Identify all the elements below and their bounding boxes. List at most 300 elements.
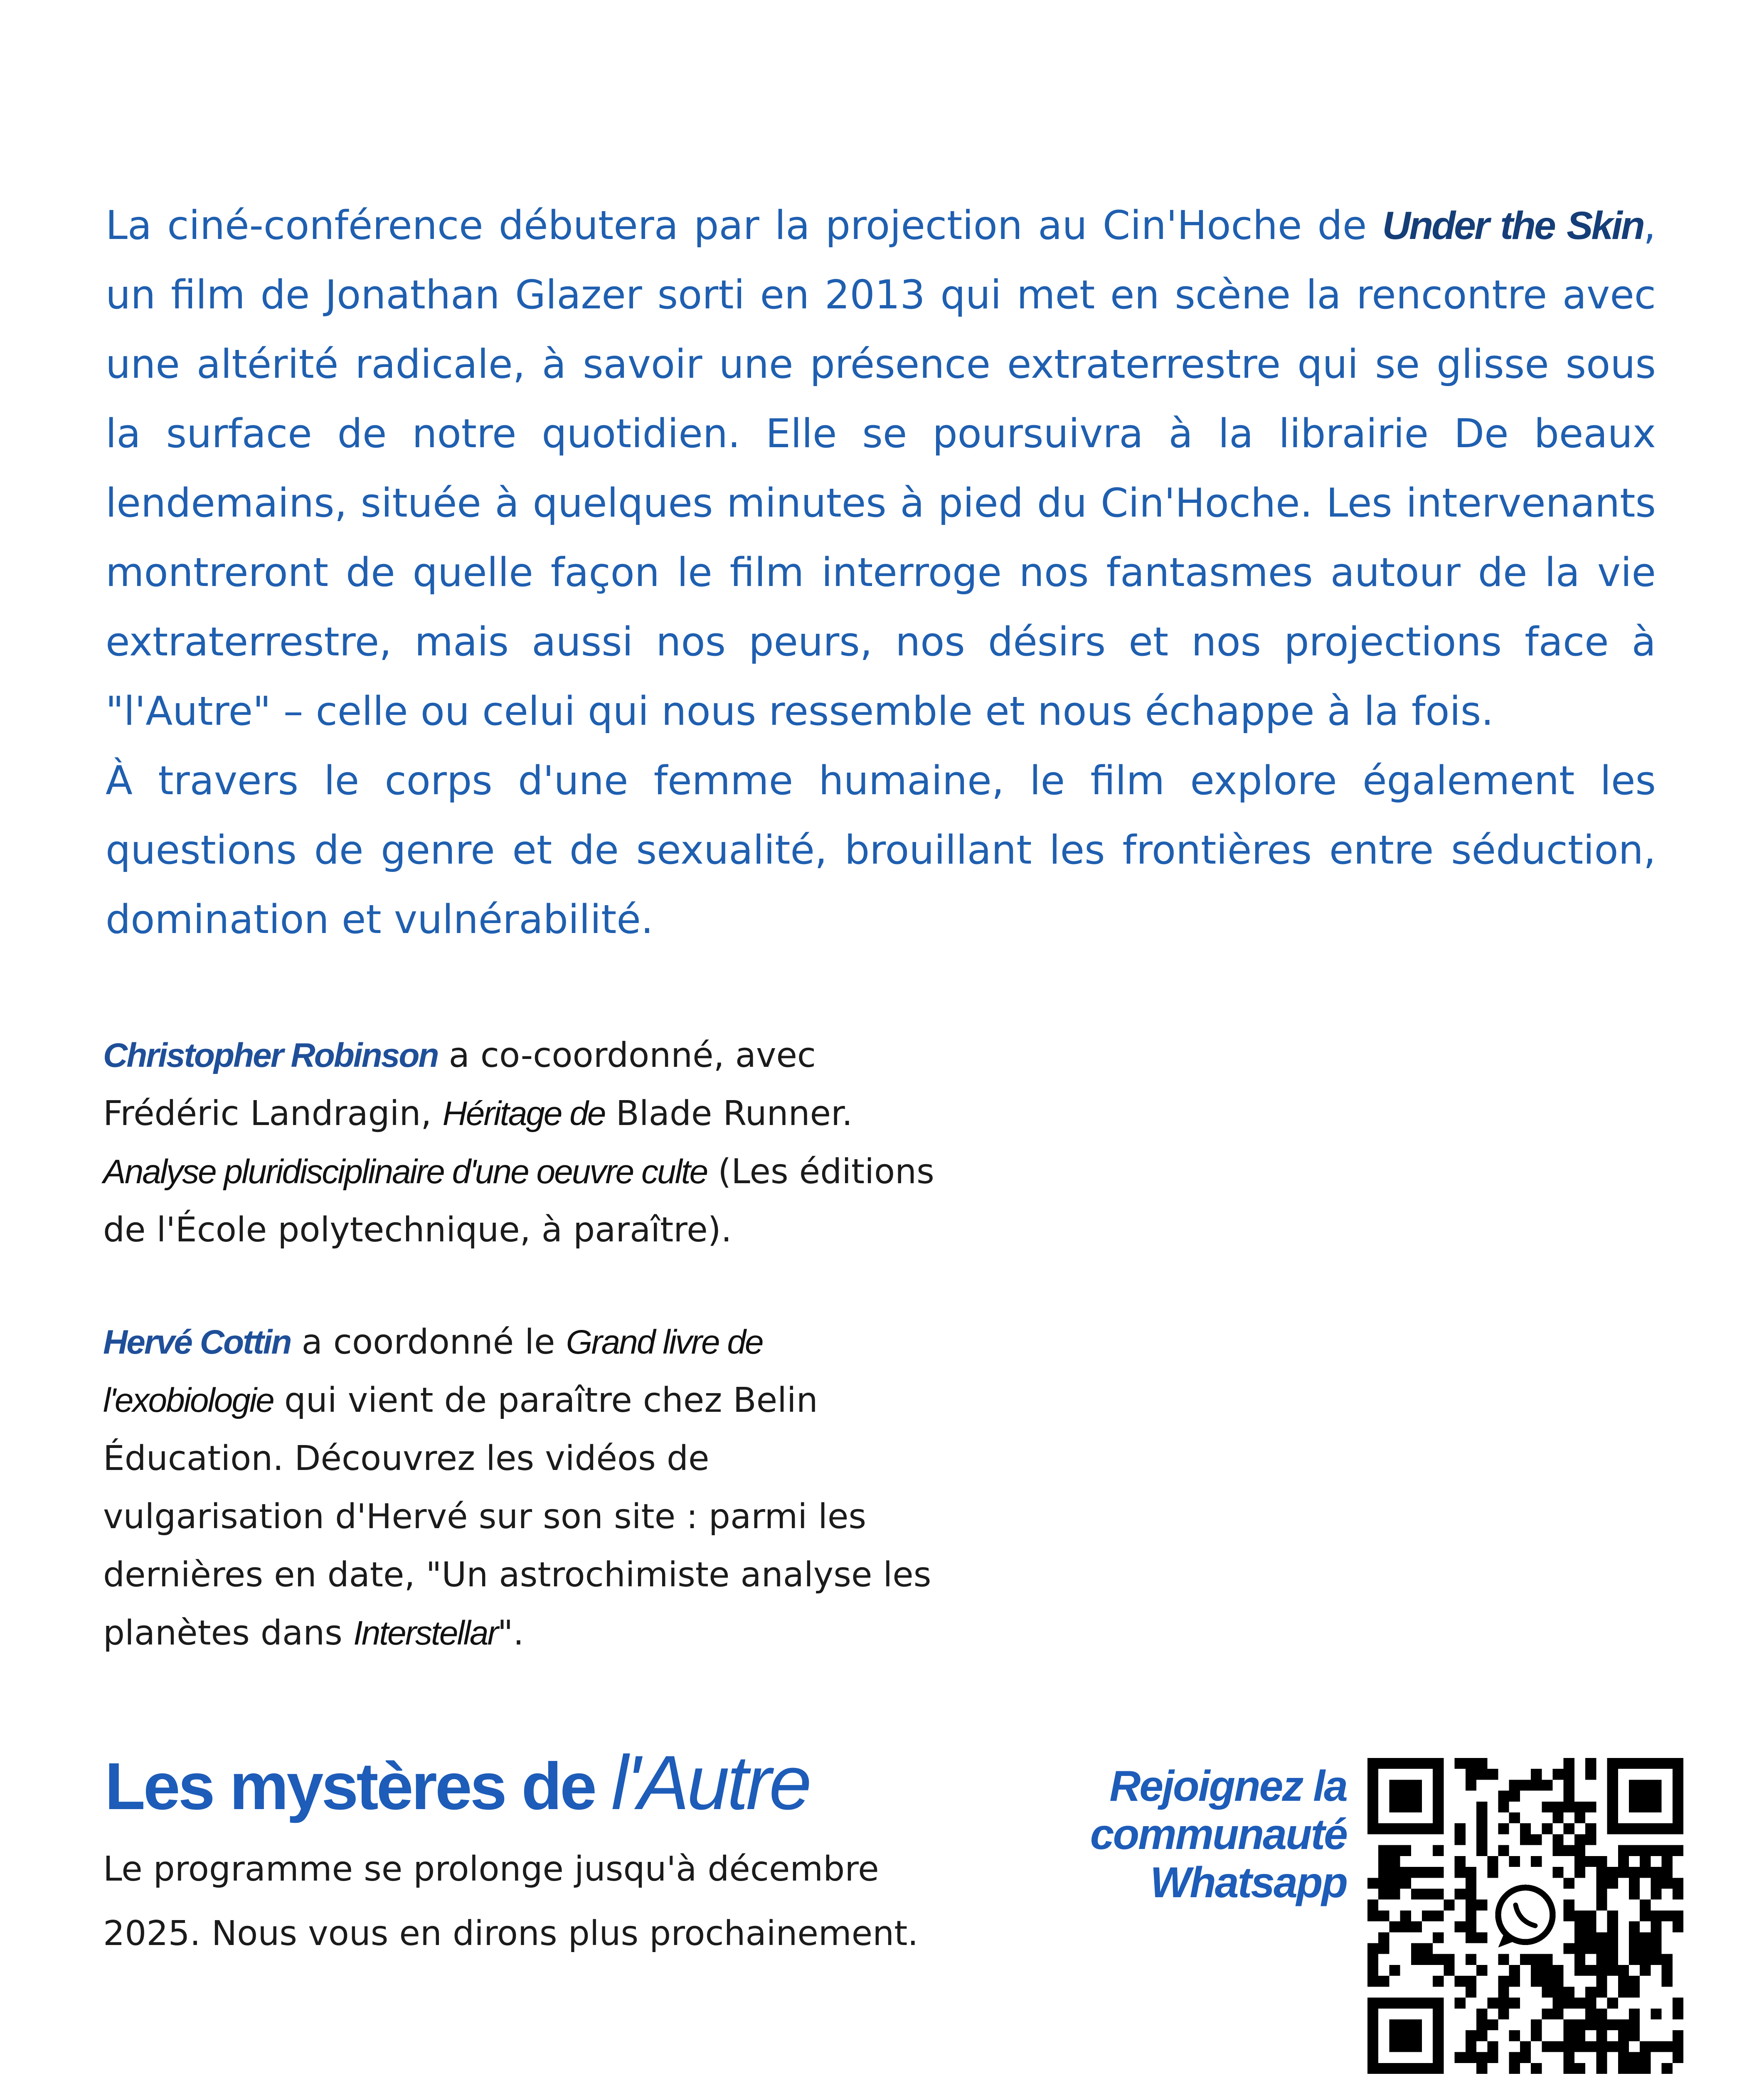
qr-module (1542, 1965, 1552, 1976)
qr-module (1411, 1921, 1422, 1932)
qr-module (1629, 2030, 1640, 2041)
qr-module (1574, 1845, 1585, 1856)
qr-module (1520, 1780, 1531, 1790)
qr-module (1564, 1878, 1574, 1888)
qr-module (1389, 1921, 1400, 1932)
qr-module (1574, 1954, 1585, 1965)
qr-module (1498, 1998, 1509, 2009)
bio-name-cottin: Hervé Cottin (103, 1323, 291, 1361)
bio-robinson-book-1: Héritage de (442, 1095, 605, 1133)
qr-module (1487, 1769, 1498, 1780)
qr-module (1487, 1998, 1498, 2009)
qr-module (1509, 2030, 1520, 2041)
qr-module (1574, 2041, 1585, 2052)
qr-module (1422, 1911, 1433, 1921)
qr-module (1498, 1823, 1509, 1834)
bio-cottin-text-1: a coordonné le (291, 1322, 566, 1362)
qr-module (1640, 2041, 1651, 2052)
qr-module (1542, 1976, 1552, 1987)
qr-module (1411, 1888, 1422, 1899)
qr-module (1476, 1900, 1487, 1911)
qr-module (1640, 1943, 1651, 1954)
qr-module (1378, 1845, 1389, 1856)
qr-module (1378, 1943, 1389, 1954)
qr-module (1596, 1867, 1607, 1878)
qr-module (1476, 1769, 1487, 1780)
qr-module (1585, 1834, 1596, 1845)
qr-module (1640, 2063, 1651, 2074)
qr-module (1574, 2030, 1585, 2041)
qr-module (1444, 1965, 1454, 1976)
qr-module (1389, 1965, 1400, 1976)
qr-finder-bottom-left (1367, 1998, 1444, 2074)
qr-module (1585, 1965, 1596, 1976)
qr-module (1411, 1954, 1422, 1965)
qr-module (1618, 2019, 1629, 2030)
qr-module (1367, 1976, 1378, 1987)
qr-module (1520, 1834, 1531, 1845)
qr-module (1640, 1867, 1651, 1878)
qr-module (1476, 1965, 1487, 1976)
qr-module (1553, 2041, 1564, 2052)
qr-module (1520, 1954, 1531, 1965)
qr-module (1466, 2030, 1476, 2041)
qr-module (1476, 1823, 1487, 1834)
qr-module (1531, 1976, 1542, 1987)
qr-module (1367, 1943, 1378, 1954)
qr-module (1596, 1987, 1607, 1997)
qr-module (1662, 1954, 1673, 1965)
qr-module (1389, 1878, 1400, 1888)
qr-module (1422, 1888, 1433, 1899)
qr-module (1574, 1911, 1585, 1921)
qr-module (1542, 1954, 1552, 1965)
qr-module (1596, 1856, 1607, 1867)
qr-module (1498, 1987, 1509, 1997)
qr-module (1618, 1976, 1629, 1987)
qr-module (1596, 1954, 1607, 1965)
qr-module (1574, 1921, 1585, 1932)
qr-module (1466, 1932, 1476, 1943)
qr-module (1651, 1878, 1661, 1888)
qr-module (1673, 2030, 1683, 2041)
qr-module (1585, 2019, 1596, 2030)
qr-module (1651, 1867, 1661, 1878)
qr-module (1564, 1943, 1574, 1954)
qr-module (1367, 1911, 1378, 1921)
qr-module (1629, 1845, 1640, 1856)
qr-module (1596, 1965, 1607, 1976)
qr-module (1433, 1867, 1444, 1878)
qr-module (1574, 1965, 1585, 1976)
qr-module (1433, 1954, 1444, 1965)
qr-module (1476, 2009, 1487, 2019)
qr-finder-top-right (1607, 1758, 1683, 1834)
qr-module (1553, 1769, 1564, 1780)
qr-module (1509, 1998, 1520, 2009)
qr-module (1585, 1758, 1596, 1769)
qr-module (1531, 1965, 1542, 1976)
qr-module (1673, 1888, 1683, 1899)
bio-robinson (103, 1027, 934, 1259)
qr-module (1629, 2052, 1640, 2063)
qr-module (1498, 1802, 1509, 1812)
qr-module (1629, 1954, 1640, 1965)
qr-module (1455, 1823, 1466, 1834)
qr-module (1378, 1932, 1389, 1943)
qr-module (1564, 1900, 1574, 1911)
qr-module (1662, 1878, 1673, 1888)
qr-module (1673, 1921, 1683, 1932)
qr-module (1466, 1769, 1476, 1780)
bio-robinson-text-3: (Les éditions de l'École polytechnique, à paraître). (103, 1152, 934, 1250)
qr-module (1596, 2041, 1607, 2052)
intro-text-rest: , un film de Jonathan Glazer sorti en 2013 qui met en scène la rencontre avec une altérité radicale, à savoir une présence extraterrestre qui se glisse sous la surface de notre quotidien. Elle se poursuivra à la librairie De beaux lendemains, située à quelques minutes à pied du Cin'Hoche. Les intervenants montreront de quelle façon le film interroge nos fantasmes autour de la vie extraterrestre, mais aussi nos peurs, nos désirs et nos projections face à "l'Autre" – celle ou celui qui nous ressemble et nous échappe à la fois. (106, 203, 1656, 734)
qr-module (1542, 1780, 1552, 1790)
qr-module (1455, 2052, 1466, 2063)
qr-module (1596, 2019, 1607, 2030)
bio-robinson-book-2: Analyse pluridisciplinaire d'une oeuvre culte (103, 1153, 707, 1191)
qr-module (1662, 1976, 1673, 1987)
qr-module (1466, 2052, 1476, 2063)
qr-module (1553, 1867, 1564, 1878)
qr-module (1585, 1943, 1596, 1954)
qr-module (1596, 2030, 1607, 2041)
qr-module (1607, 1998, 1618, 2009)
qr-module (1509, 1791, 1520, 1802)
intro-paragraph-1 (106, 191, 1656, 746)
qr-module (1585, 1823, 1596, 1834)
qr-module (1411, 1867, 1422, 1878)
qr-module (1596, 1943, 1607, 1954)
qr-module (1629, 1888, 1640, 1899)
qr-module (1389, 1845, 1400, 1856)
qr-module (1607, 1867, 1618, 1878)
qr-module (1389, 1867, 1400, 1878)
qr-module (1498, 1976, 1509, 1987)
qr-module (1542, 1802, 1552, 1812)
qr-module (1640, 1845, 1651, 1856)
qr-module (1422, 1867, 1433, 1878)
qr-module (1596, 1900, 1607, 1911)
qr-module (1673, 2052, 1683, 2063)
qr-module (1607, 1921, 1618, 1932)
qr-module (1367, 1878, 1378, 1888)
qr-module (1662, 1965, 1673, 1976)
qr-module (1509, 1812, 1520, 1823)
qr-module (1585, 1932, 1596, 1943)
whatsapp-label-line-1: Rejoignez la (1109, 1762, 1347, 1810)
qr-module (1629, 1932, 1640, 1943)
qr-module (1531, 1954, 1542, 1965)
qr-module (1618, 2052, 1629, 2063)
qr-module (1673, 2041, 1683, 2052)
qr-module (1498, 2009, 1509, 2019)
qr-module (1564, 2052, 1574, 2063)
qr-module (1378, 1878, 1389, 1888)
qr-module (1662, 2041, 1673, 2052)
qr-module (1476, 1932, 1487, 1943)
qr-module (1509, 1780, 1520, 1790)
qr-module (1553, 1998, 1564, 2009)
qr-module (1585, 1921, 1596, 1932)
qr-module (1553, 1834, 1564, 1845)
qr-module (1618, 1987, 1629, 1997)
qr-module (1673, 1878, 1683, 1888)
film-title-under-the-skin: Under the Skin (1382, 204, 1643, 248)
qr-module (1574, 1867, 1585, 1878)
whatsapp-label (1081, 1762, 1347, 1907)
qr-module (1476, 1758, 1487, 1769)
qr-module (1564, 1987, 1574, 1997)
qr-module (1629, 1867, 1640, 1878)
qr-module (1422, 1943, 1433, 1954)
qr-module (1444, 1954, 1454, 1965)
qr-module (1564, 1791, 1574, 1802)
qr-module (1531, 1834, 1542, 1845)
qr-module (1378, 1976, 1389, 1987)
qr-module (1564, 2030, 1574, 2041)
qr-module (1640, 1954, 1651, 1965)
qr-module (1553, 2009, 1564, 2019)
qr-module (1542, 1823, 1552, 1834)
qr-module (1509, 1976, 1520, 1987)
qr-module (1553, 1965, 1564, 1976)
qr-module (1378, 1888, 1389, 1899)
qr-module (1629, 1943, 1640, 1954)
qr-module (1367, 1900, 1378, 1911)
qr-module (1466, 1954, 1476, 1965)
qr-module (1629, 2009, 1640, 2019)
qr-module (1542, 2041, 1552, 2052)
qr-module (1400, 1911, 1411, 1921)
qr-module (1564, 2063, 1574, 2074)
whatsapp-label-line-3: Whatsapp (1150, 1859, 1347, 1907)
qr-module (1378, 1856, 1389, 1867)
intro-text-start: La ciné-conférence débutera par la projection au Cin'Hoche de (106, 203, 1382, 249)
qr-module (1433, 1911, 1444, 1921)
qr-module (1466, 1987, 1476, 1997)
bio-robinson-text-2: Blade Runner. (605, 1094, 853, 1133)
qr-module (1378, 1867, 1389, 1878)
bio-cottin-book: Grand livre de l'exobiologie (103, 1323, 763, 1419)
qr-module (1476, 1812, 1487, 1823)
qr-module (1618, 2030, 1629, 2041)
qr-module (1476, 1845, 1487, 1856)
qr-module (1596, 2009, 1607, 2019)
bio-robinson-text-1: a co-coordonné, avec Frédéric Landragin, (103, 1036, 816, 1133)
qr-module (1651, 2009, 1661, 2019)
qr-module (1433, 1932, 1444, 1943)
qr-module (1498, 1791, 1509, 1802)
qr-module (1400, 1878, 1411, 1888)
qr-module (1476, 2030, 1487, 2041)
qr-module (1487, 1867, 1498, 1878)
qr-finder-top-left (1367, 1758, 1444, 1834)
whatsapp-label-line-2: communauté (1090, 1810, 1347, 1859)
qr-module (1618, 1965, 1629, 1976)
qr-module (1455, 1834, 1466, 1845)
qr-module (1629, 2063, 1640, 2074)
qr-module (1367, 1965, 1378, 1976)
qr-module (1564, 2019, 1574, 2030)
qr-module (1455, 1888, 1466, 1899)
qr-module (1466, 2041, 1476, 2052)
qr-module (1574, 2019, 1585, 2030)
qr-module (1466, 1911, 1476, 1921)
qr-module (1476, 2063, 1487, 2074)
program-title (105, 1741, 809, 1828)
qr-module (1574, 1932, 1585, 1943)
bio-cottin-text-2: qui vient de paraître chez Belin Éducation. Découvrez les vidéos de vulgarisation d'Hervé sur son site : parmi les dernières en date, "Un astrochimiste analyse les planètes dans (103, 1381, 931, 1653)
qr-module (1487, 2052, 1498, 2063)
qr-module (1585, 1769, 1596, 1780)
qr-module (1466, 1758, 1476, 1769)
qr-module (1389, 1888, 1400, 1899)
qr-module (1553, 1802, 1564, 1812)
qr-module (1585, 1802, 1596, 1812)
qr-module (1498, 1845, 1509, 1856)
qr-module (1564, 1758, 1574, 1769)
qr-module (1629, 1987, 1640, 1997)
qr-module (1466, 1921, 1476, 1932)
qr-module (1531, 2030, 1542, 2041)
bio-cottin-film: Interstellar (353, 1614, 498, 1652)
qr-module (1455, 1998, 1466, 2009)
qr-module (1673, 1845, 1683, 1856)
bio-name-robinson: Christopher Robinson (103, 1037, 438, 1074)
qr-module (1564, 1911, 1574, 1921)
qr-module (1455, 1921, 1466, 1932)
qr-module (1574, 1802, 1585, 1812)
qr-module (1564, 1823, 1574, 1834)
qr-module (1574, 2063, 1585, 2074)
qr-module (1553, 1976, 1564, 1987)
qr-module (1509, 1965, 1520, 1976)
qr-module (1466, 1976, 1476, 1987)
qr-module (1673, 1911, 1683, 1921)
qr-module (1553, 1987, 1564, 1997)
qr-module (1564, 2041, 1574, 2052)
qr-module (1531, 1856, 1542, 1867)
qr-module (1640, 2052, 1651, 2063)
qr-module (1673, 2009, 1683, 2019)
qr-module (1400, 1845, 1411, 1856)
qr-module (1433, 1976, 1444, 1987)
qr-module (1662, 2063, 1673, 2074)
qr-module (1531, 2019, 1542, 2030)
qr-module (1651, 1932, 1661, 1943)
qr-module (1422, 1954, 1433, 1965)
qr-module (1651, 1954, 1661, 1965)
qr-module (1520, 1823, 1531, 1834)
qr-module (1651, 1921, 1661, 1932)
qr-module (1466, 1867, 1476, 1878)
qr-module (1574, 1998, 1585, 2009)
qr-module (1640, 1911, 1651, 1921)
qr-module (1640, 1900, 1651, 1911)
bio-cottin (103, 1313, 934, 1662)
qr-module (1585, 2009, 1596, 2019)
qr-module (1466, 1780, 1476, 1790)
qr-module (1596, 1878, 1607, 1888)
qr-module (1564, 1769, 1574, 1780)
qr-module (1629, 2019, 1640, 2030)
qr-module (1596, 1976, 1607, 1987)
qr-module (1585, 1856, 1596, 1867)
qr-module (1542, 1987, 1552, 1997)
qr-module (1433, 1845, 1444, 1856)
qr-module (1574, 1812, 1585, 1823)
qr-module (1673, 1998, 1683, 2009)
qr-module (1607, 2041, 1618, 2052)
qr-module (1531, 1780, 1542, 1790)
qr-module (1618, 1845, 1629, 1856)
qr-module (1378, 1911, 1389, 1921)
qr-module (1662, 1856, 1673, 1867)
qr-module (1564, 1998, 1574, 2009)
qr-module (1585, 1987, 1596, 1997)
qr-module (1607, 1878, 1618, 1888)
qr-module (1520, 2041, 1531, 2052)
qr-module (1367, 1954, 1378, 1965)
bio-cottin-text-3: ". (497, 1613, 524, 1653)
qr-module (1400, 1921, 1411, 1932)
qr-module (1466, 1900, 1476, 1911)
qr-module (1607, 1954, 1618, 1965)
intro-paragraph-2: À travers le corps d'une femme humaine, le film explore également les questions de genre et de sexualité, brouillant les frontières entre séduction, domination et vulnérabilité. (106, 758, 1656, 943)
qr-module (1629, 1878, 1640, 1888)
qr-code[interactable] (1367, 1758, 1683, 2074)
qr-module (1509, 1856, 1520, 1867)
qr-module (1651, 1845, 1661, 1856)
qr-module (1553, 1812, 1564, 1823)
qr-module (1564, 1780, 1574, 1790)
program-title-accent: l'Autre (611, 1740, 810, 1826)
qr-module (1662, 1911, 1673, 1921)
qr-module (1651, 1943, 1661, 1954)
program-text: Le programme se prolonge jusqu'à décembre 2025. Nous vous en dirons plus prochainement. (103, 1849, 919, 1953)
qr-module (1455, 1976, 1466, 1987)
qr-module (1596, 2063, 1607, 2074)
qr-module (1531, 1769, 1542, 1780)
qr-module (1640, 1932, 1651, 1943)
qr-module (1596, 2052, 1607, 2063)
qr-module (1455, 1856, 1466, 1867)
qr-module (1411, 1943, 1422, 1954)
qr-module (1520, 2052, 1531, 2063)
qr-module (1455, 1758, 1466, 1769)
qr-module (1509, 2063, 1520, 2074)
program-title-main: Les mystères de (105, 1749, 611, 1823)
qr-module (1389, 1856, 1400, 1867)
qr-module (1629, 1976, 1640, 1987)
qr-module (1662, 1845, 1673, 1856)
qr-module (1487, 2019, 1498, 2030)
qr-module (1585, 1911, 1596, 1921)
qr-module (1640, 1965, 1651, 1976)
qr-module (1662, 1867, 1673, 1878)
qr-module (1618, 1867, 1629, 1878)
qr-module (1466, 1888, 1476, 1899)
qr-module (1476, 2052, 1487, 2063)
qr-module (1629, 1921, 1640, 1932)
qr-module (1564, 1845, 1574, 1856)
qr-module (1444, 1900, 1454, 1911)
qr-module (1607, 1932, 1618, 1943)
qr-module (1574, 1834, 1585, 1845)
qr-module (1564, 1802, 1574, 1812)
